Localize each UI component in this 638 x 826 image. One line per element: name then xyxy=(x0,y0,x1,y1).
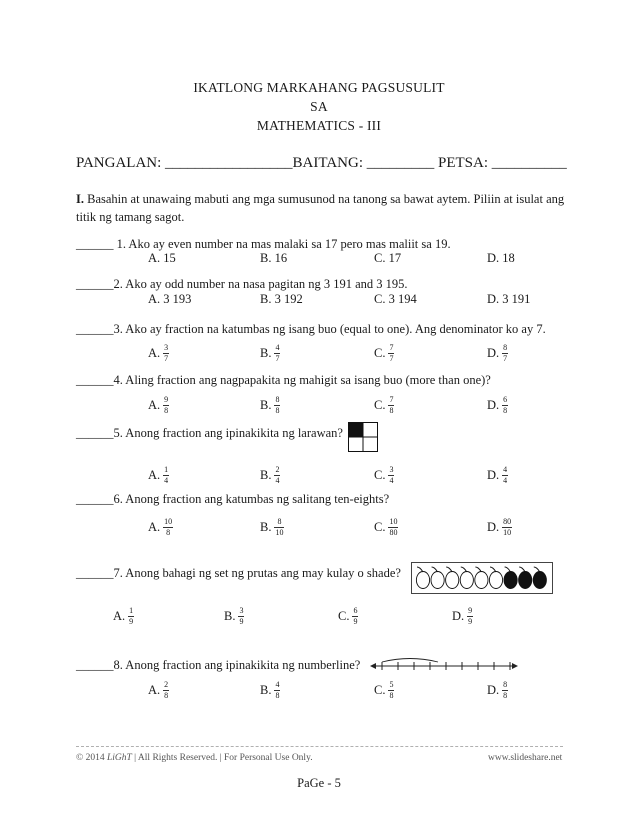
fraction xyxy=(274,518,284,537)
fraction-denominator: 8 xyxy=(275,691,280,700)
fraction-denominator: 7 xyxy=(503,354,508,363)
unshaded-fruit xyxy=(460,572,473,589)
fraction xyxy=(388,681,394,700)
question-4-option xyxy=(148,396,169,415)
question-7-option xyxy=(452,607,473,626)
question-2-option xyxy=(374,292,417,307)
fraction-denominator: 9 xyxy=(239,617,244,626)
question-5: ______5. Anong fraction ang ipinakikita ng larawan? xyxy=(76,426,343,440)
fraction-denominator: 8 xyxy=(503,691,508,700)
question-7: ______7. Anong bahagi ng set ng prutas ang may kulay o shade? xyxy=(76,566,401,580)
copyright-prefix: © 2014 xyxy=(76,753,107,763)
question-4-option xyxy=(374,396,394,415)
page-number: PaGe - 5 xyxy=(297,776,341,790)
fraction-denominator: 4 xyxy=(164,476,169,485)
question-6: ______6. Anong fraction ang katumbas ng salitang ten-eights? xyxy=(76,492,390,506)
fraction xyxy=(238,607,244,626)
fraction xyxy=(388,344,394,363)
fraction xyxy=(502,396,508,415)
fraction-numerator: 80 xyxy=(503,517,512,526)
option-label: D. xyxy=(487,398,500,412)
exam-title-sa: SA xyxy=(310,99,328,114)
instructions xyxy=(76,190,566,226)
question-1-option xyxy=(487,251,515,266)
option-label: C. xyxy=(374,468,386,482)
fraction-numerator: 7 xyxy=(389,343,394,352)
fraction-grid-image xyxy=(348,422,378,452)
question-2-option xyxy=(260,292,303,307)
question-1-option xyxy=(148,251,176,266)
question-6-option xyxy=(148,518,173,537)
question-8-option xyxy=(374,681,394,700)
option-label: A. xyxy=(148,346,161,360)
question-5-option xyxy=(374,466,394,485)
fraction-numerator: 8 xyxy=(503,680,508,689)
question-4-option xyxy=(260,396,280,415)
option-label: C. xyxy=(374,683,386,697)
brand-name: LiGhT xyxy=(106,753,132,763)
fraction-numerator: 6 xyxy=(503,395,508,404)
question-4: ______4. Aling fraction ang nagpapakita ng mahigit sa isang buo (more than one)? xyxy=(76,373,491,387)
fraction-numerator: 8 xyxy=(503,343,508,352)
footer-divider xyxy=(76,746,563,747)
fraction xyxy=(502,681,508,700)
instructions-number: I. xyxy=(76,192,84,206)
fraction-denominator: 7 xyxy=(275,354,280,363)
question-5-option xyxy=(487,466,508,485)
question-6-option xyxy=(374,518,398,537)
fraction xyxy=(274,396,280,415)
question-1-option xyxy=(374,251,401,266)
fraction xyxy=(388,518,398,537)
option-label: D. xyxy=(487,683,500,697)
question-7-option xyxy=(113,607,134,626)
option-label: D. xyxy=(487,468,500,482)
fraction-numerator: 3 xyxy=(164,343,169,352)
fraction-numerator: 4 xyxy=(503,465,508,474)
fraction-denominator: 10 xyxy=(503,528,512,537)
fraction xyxy=(467,607,473,626)
fraction-numerator: 10 xyxy=(389,517,398,526)
question-8-option xyxy=(260,681,280,700)
exam-subject: MATHEMATICS - III xyxy=(256,118,382,133)
fraction-denominator: 8 xyxy=(164,691,169,700)
fraction-denominator: 10 xyxy=(275,528,284,537)
option-label: D. xyxy=(487,520,500,534)
fraction-numerator: 6 xyxy=(353,606,358,615)
option-label: A. xyxy=(148,398,161,412)
fraction-denominator: 8 xyxy=(166,528,171,537)
exam-title: IKATLONG MARKAHANG PAGSUSULIT xyxy=(193,80,445,95)
question-6-option xyxy=(487,518,512,537)
question-6-option xyxy=(260,518,284,537)
option-label: A. xyxy=(148,468,161,482)
fraction-numerator: 10 xyxy=(164,517,173,526)
option-label: C. xyxy=(338,609,350,623)
question-2-option xyxy=(487,292,530,307)
option-label: C. xyxy=(374,346,386,360)
fraction-numerator: 1 xyxy=(164,465,169,474)
fraction-denominator: 7 xyxy=(164,354,169,363)
option-label: D. xyxy=(452,609,465,623)
question-4-option xyxy=(487,396,508,415)
fraction xyxy=(502,344,508,363)
fraction xyxy=(163,344,169,363)
question-5-option xyxy=(148,466,169,485)
footer-rights: | All Rights Reserved. | For Personal Use Only. xyxy=(131,753,313,763)
option-label: C. 3 194 xyxy=(374,292,417,306)
fraction-denominator: 4 xyxy=(275,476,280,485)
option-label: A. xyxy=(148,520,161,534)
footer-site: www.slideshare.net xyxy=(488,753,563,763)
instructions-text: Basahin at unawaing mabuti ang mga sumusunod na tanong sa bawat aytem. Piliin at isulat ang titik ng tamang sagot. xyxy=(76,192,565,224)
fraction-denominator: 8 xyxy=(389,406,394,415)
question-3: ______3. Ako ay fraction na katumbas ng isang buo (equal to one). Ang denominator ko ay 7. xyxy=(76,322,546,336)
fraction-denominator: 4 xyxy=(389,476,394,485)
fraction xyxy=(502,466,508,485)
option-label: B. 16 xyxy=(260,251,288,265)
fraction-numerator: 3 xyxy=(389,465,394,474)
question-2: ______2. Ako ay odd number na nasa pagitan ng 3 191 and 3 195. xyxy=(76,277,408,291)
fraction xyxy=(388,466,394,485)
fruit-set-image xyxy=(411,562,553,594)
fraction xyxy=(274,466,280,485)
fraction-denominator: 8 xyxy=(503,406,508,415)
unshaded-fruit xyxy=(416,572,429,589)
fraction-numerator: 5 xyxy=(389,680,394,689)
option-label: A. 15 xyxy=(148,251,176,265)
question-8: ______8. Anong fraction ang ipinakikita ng numberline? xyxy=(76,658,361,672)
fraction-denominator: 9 xyxy=(353,617,358,626)
question-1: ______ 1. Ako ay even number na mas malaki sa 17 pero mas maliit sa 19. xyxy=(76,237,451,251)
fraction xyxy=(274,344,280,363)
fraction xyxy=(502,518,512,537)
question-3-option xyxy=(487,344,508,363)
fraction-numerator: 9 xyxy=(164,395,169,404)
option-label: D. xyxy=(487,346,500,360)
fraction xyxy=(388,396,394,415)
fraction-denominator: 8 xyxy=(389,691,394,700)
footer-copyright xyxy=(76,753,313,763)
fraction xyxy=(352,607,358,626)
fraction-denominator: 9 xyxy=(468,617,473,626)
option-label: B. xyxy=(260,398,272,412)
option-label: C. 17 xyxy=(374,251,402,265)
unshaded-fruit xyxy=(446,572,459,589)
fraction-numerator: 2 xyxy=(164,680,169,689)
fraction-numerator: 4 xyxy=(275,680,280,689)
question-3-option xyxy=(148,344,169,363)
fraction-numerator: 8 xyxy=(277,517,282,526)
shaded-fruit xyxy=(533,572,546,589)
option-label: B. xyxy=(224,609,236,623)
question-3-option xyxy=(260,344,280,363)
option-label: C. xyxy=(374,398,386,412)
student-info-fields: PANGALAN: _________________BAITANG: _________ PETSA: __________ xyxy=(76,155,567,171)
question-3-option xyxy=(374,344,394,363)
fraction-numerator: 2 xyxy=(275,465,280,474)
option-label: A. xyxy=(113,609,126,623)
unshaded-fruit xyxy=(475,572,488,589)
fraction-denominator: 9 xyxy=(129,617,134,626)
fraction-numerator: 7 xyxy=(389,395,394,404)
question-8-option xyxy=(487,681,508,700)
fraction-numerator: 3 xyxy=(239,606,244,615)
question-7-option xyxy=(338,607,358,626)
option-label: A. 3 193 xyxy=(148,292,192,306)
fraction xyxy=(163,518,173,537)
option-label: A. xyxy=(148,683,161,697)
shaded-fruit xyxy=(519,572,532,589)
fraction-numerator: 4 xyxy=(275,343,280,352)
option-label: D. 3 191 xyxy=(487,292,531,306)
fraction-denominator: 7 xyxy=(389,354,394,363)
fraction xyxy=(128,607,134,626)
fraction-numerator: 8 xyxy=(275,395,280,404)
question-7-option xyxy=(224,607,244,626)
shaded-fruit xyxy=(504,572,517,589)
unshaded-fruit xyxy=(489,572,502,589)
fraction xyxy=(163,681,169,700)
fraction xyxy=(163,466,169,485)
question-1-option xyxy=(260,251,287,266)
question-5-option xyxy=(260,466,280,485)
option-label: C. xyxy=(374,520,386,534)
fraction-numerator: 1 xyxy=(129,606,134,615)
unshaded-fruit xyxy=(431,572,444,589)
question-2-option xyxy=(148,292,191,307)
number-line-image xyxy=(370,654,518,676)
fraction xyxy=(163,396,169,415)
option-label: B. xyxy=(260,683,272,697)
fraction-denominator: 8 xyxy=(164,406,169,415)
option-label: B. xyxy=(260,520,272,534)
option-label: B. xyxy=(260,468,272,482)
option-label: B. xyxy=(260,346,272,360)
fraction-denominator: 8 xyxy=(275,406,280,415)
fraction-denominator: 4 xyxy=(503,476,508,485)
option-label: D. 18 xyxy=(487,251,515,265)
question-8-option xyxy=(148,681,169,700)
option-label: B. 3 192 xyxy=(260,292,303,306)
fraction-numerator: 9 xyxy=(468,606,473,615)
fraction xyxy=(274,681,280,700)
fraction-denominator: 80 xyxy=(389,528,398,537)
